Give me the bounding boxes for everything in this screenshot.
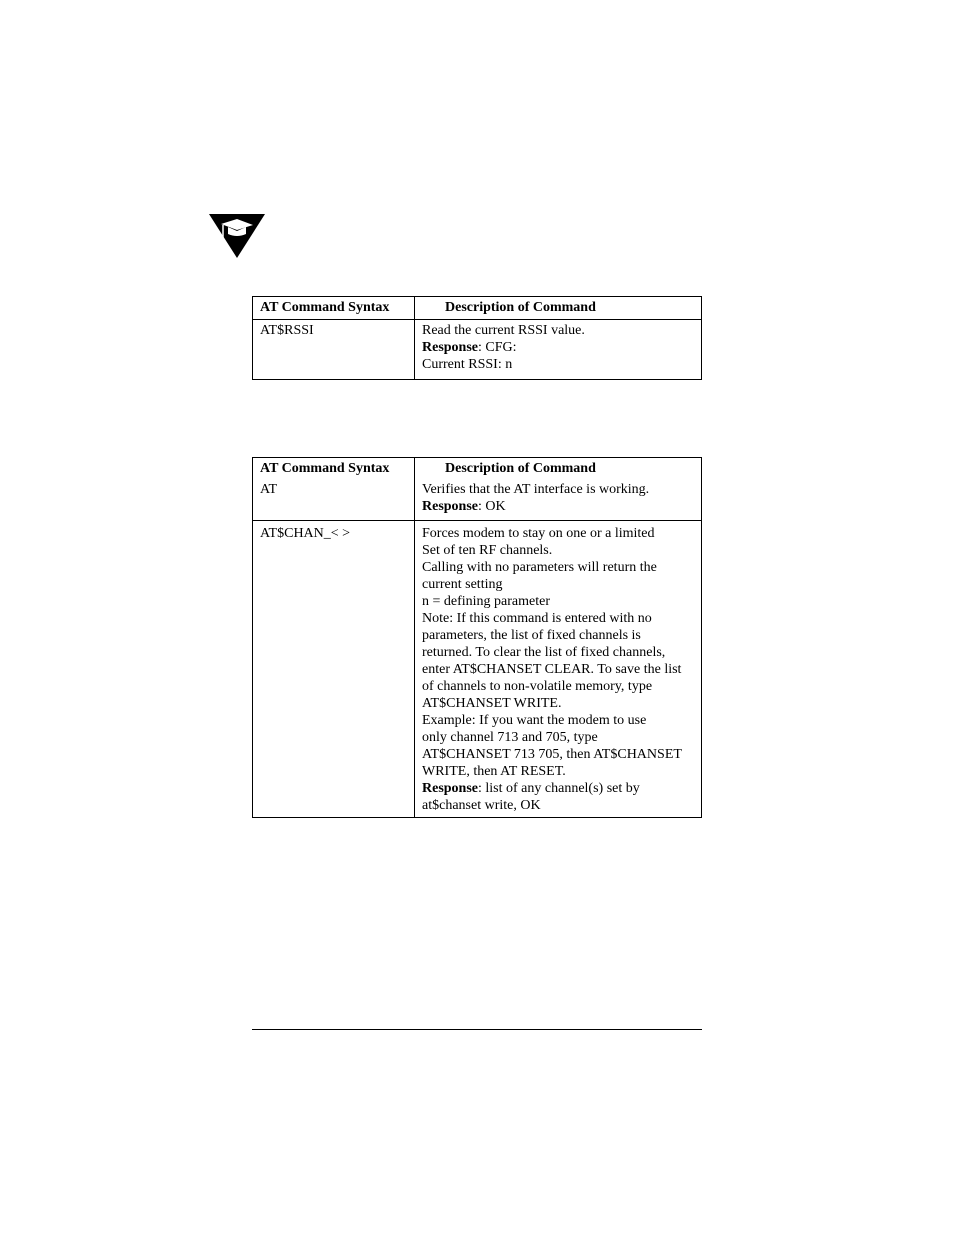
description-line: current setting bbox=[422, 577, 503, 592]
footer-rule bbox=[252, 1029, 702, 1030]
description-line: at$chanset write, OK bbox=[422, 798, 541, 813]
description-line: Example: If you want the modem to use bbox=[422, 713, 647, 728]
command-cell: AT$RSSI bbox=[253, 320, 415, 380]
description-line: Verifies that the AT interface is working. bbox=[422, 482, 650, 497]
table-row bbox=[253, 521, 702, 818]
response-line: Response: list of any channel(s) set by bbox=[422, 781, 640, 796]
at-chan-command-table bbox=[252, 457, 702, 818]
header-description: Description of Command bbox=[445, 461, 596, 476]
description-line: returned. To clear the list of fixed channels, bbox=[422, 645, 666, 660]
description-line: Current RSSI: n bbox=[422, 357, 513, 372]
table-header-row bbox=[253, 297, 702, 320]
description-line: Read the current RSSI value. bbox=[422, 323, 585, 338]
table-row bbox=[253, 320, 702, 380]
table-row bbox=[253, 480, 702, 521]
description-cell bbox=[415, 521, 702, 818]
description-line: parameters, the list of fixed channels is bbox=[422, 628, 641, 643]
graduation-cap-triangle-icon bbox=[209, 214, 265, 258]
description-line: WRITE, then AT RESET. bbox=[422, 764, 566, 779]
header-command-syntax: AT Command Syntax bbox=[253, 458, 415, 481]
description-line: of channels to non-volatile memory, type bbox=[422, 679, 653, 694]
description-line: Note: If this command is entered with no bbox=[422, 611, 652, 626]
description-line: enter AT$CHANSET CLEAR. To save the list bbox=[422, 662, 682, 677]
response-line: Response: OK bbox=[422, 499, 506, 514]
response-line: Response: CFG: bbox=[422, 340, 517, 355]
description-line: only channel 713 and 705, type bbox=[422, 730, 598, 745]
header-description: Description of Command bbox=[415, 297, 702, 320]
header-command-syntax: AT Command Syntax bbox=[253, 297, 415, 320]
description-line: AT$CHANSET 713 705, then AT$CHANSET bbox=[422, 747, 682, 762]
command-cell: AT$CHAN_< > bbox=[253, 521, 415, 818]
description-line: Calling with no parameters will return the bbox=[422, 560, 657, 575]
description-line: n = defining parameter bbox=[422, 594, 551, 609]
description-cell bbox=[415, 480, 702, 521]
description-line: AT$CHANSET WRITE. bbox=[422, 696, 562, 711]
command-cell: AT bbox=[253, 480, 415, 521]
description-cell bbox=[415, 320, 702, 380]
description-line: Forces modem to stay on one or a limited bbox=[422, 526, 655, 541]
description-line: Set of ten RF channels. bbox=[422, 543, 553, 558]
at-rssi-command-table bbox=[252, 296, 702, 380]
table-header-row bbox=[253, 458, 702, 481]
